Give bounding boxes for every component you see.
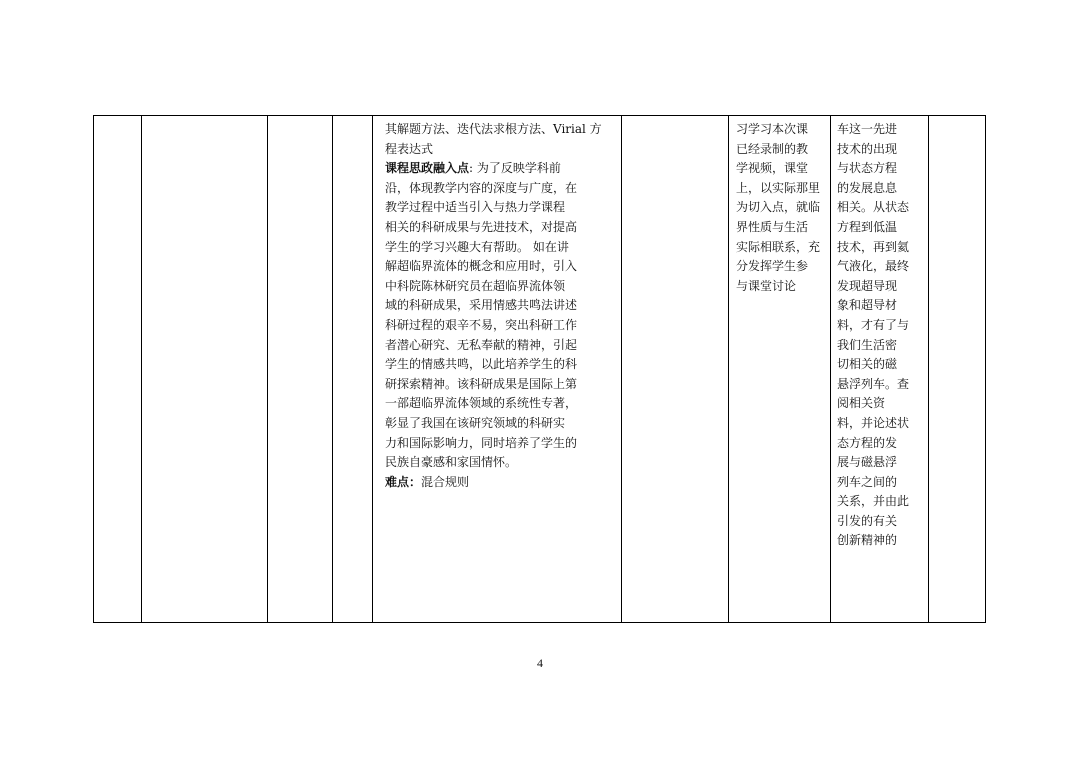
method-line	[736, 120, 830, 140]
case-line	[837, 531, 928, 551]
case-line	[837, 238, 928, 258]
method-line-text: 已经录制的教	[736, 141, 809, 156]
page-number: 4	[537, 656, 543, 670]
case-line	[837, 159, 928, 179]
content-line-text: 解超临界流体的概念和应用时，引入	[385, 259, 578, 274]
method-line	[736, 238, 830, 258]
case-line-text: 切相关的磁	[837, 357, 898, 372]
case-line-text: 展与磁悬浮	[837, 455, 898, 470]
case-line	[837, 355, 928, 375]
case-line	[837, 296, 928, 316]
empty-cell-6	[622, 116, 729, 623]
case-line-text: 象和超导材	[837, 298, 898, 313]
method-line-text: 实际相联系，充	[736, 239, 821, 254]
case-line-text: 气液化，最终	[837, 259, 910, 274]
empty-cell-3	[268, 116, 333, 623]
empty-cell-4	[333, 116, 373, 623]
method-line	[736, 257, 830, 277]
case-line-text: 的发展息息	[837, 180, 898, 195]
case-line-text: 悬浮列车。查	[837, 376, 910, 391]
content-line	[385, 179, 621, 199]
method-line-text: 分发挥学生参	[736, 259, 809, 274]
content-line	[385, 198, 621, 218]
case-line-text: 阅相关资	[837, 396, 886, 411]
content-line	[385, 257, 621, 277]
empty-cell-2	[142, 116, 268, 623]
case-line-text: 相关。从状态	[837, 200, 910, 215]
content-line-text: 其解题方法、迭代法求根方法、Virial 方	[385, 122, 602, 136]
content-line	[385, 316, 621, 336]
case-line-text: 关系，并由此	[837, 494, 910, 509]
content-line-text: 一部超临界流体领域的系统性专著，	[385, 396, 578, 411]
difficulty-label: 难点：	[385, 474, 422, 489]
case-line-text: 方程到低温	[837, 219, 898, 234]
case-line	[837, 257, 928, 277]
method-line-text: 为切入点，就临	[736, 200, 821, 215]
content-line-text: 者潜心研究、无私奉献的精神，引起	[385, 337, 578, 352]
content-line-text: 相关的科研成果与先进技术，对提高	[385, 219, 578, 234]
content-line	[385, 375, 621, 395]
case-line	[837, 179, 928, 199]
method-line	[736, 198, 830, 218]
case-line-text: 我们生活密	[837, 337, 898, 352]
case-line	[837, 492, 928, 512]
content-line	[385, 394, 621, 414]
case-line	[837, 512, 928, 532]
content-line-text: 中科院陈林研究员在超临界流体领	[385, 278, 566, 293]
case-line-text: 发现超导现	[837, 278, 898, 293]
case-line	[837, 375, 928, 395]
empty-cell-9	[929, 116, 986, 623]
method-line-text: 界性质与生活	[736, 219, 809, 234]
content-line	[385, 277, 621, 297]
content-line-text: 域的科研成果，采用情感共鸣法讲述	[385, 298, 578, 313]
case-line-text: 技术，再到氦	[837, 239, 910, 254]
content-line	[385, 296, 621, 316]
content-line	[385, 414, 621, 434]
case-line	[837, 414, 928, 434]
method-line-text: 与课堂讨论	[736, 278, 797, 293]
content-line	[385, 218, 621, 238]
content-line	[385, 453, 621, 473]
method-line-text: 上，以实际那里	[736, 180, 821, 195]
teaching-method-cell	[729, 116, 831, 623]
content-line	[385, 238, 621, 258]
empty-cell-1	[94, 116, 142, 623]
method-line	[736, 277, 830, 297]
content-line	[385, 120, 621, 140]
case-line-text: 技术的出现	[837, 141, 898, 156]
case-line-text: 态方程的发	[837, 435, 898, 450]
content-line	[385, 336, 621, 356]
case-line-text: 引发的有关	[837, 513, 898, 528]
method-line-text: 学视频，课堂	[736, 161, 809, 176]
case-line	[837, 140, 928, 160]
content-line-text: 程表达式	[385, 141, 434, 156]
case-study-cell	[831, 116, 929, 623]
method-line	[736, 179, 830, 199]
case-line	[837, 277, 928, 297]
content-line	[385, 140, 621, 160]
case-line	[837, 316, 928, 336]
case-line	[837, 120, 928, 140]
content-line-text: 彰显了我国在该研究领域的科研实	[385, 415, 566, 430]
case-line-text: 料，才有了与	[837, 317, 910, 332]
content-line	[385, 355, 621, 375]
content-line-text: 教学过程中适当引入与热力学课程	[385, 200, 566, 215]
case-line	[837, 473, 928, 493]
content-line	[385, 473, 621, 493]
case-study-text	[831, 116, 928, 551]
content-line-text: 学生的学习兴趣大有帮助。 如在讲	[385, 239, 569, 254]
method-line	[736, 218, 830, 238]
content-line-text: 沿，体现教学内容的深度与广度，在	[385, 180, 578, 195]
case-line	[837, 218, 928, 238]
content-line-text: 学生的情感共鸣，以此培养学生的科	[385, 357, 578, 372]
teaching-content-cell	[373, 116, 622, 623]
content-line	[385, 159, 621, 179]
case-line-text: 列车之间的	[837, 474, 898, 489]
case-line	[837, 453, 928, 473]
teaching-content-text	[373, 116, 621, 492]
case-line-text: 与状态方程	[837, 161, 898, 176]
content-line-text: : 为了反映学科前	[469, 161, 561, 176]
case-line-text: 料，并论述状	[837, 415, 910, 430]
case-line	[837, 336, 928, 356]
content-line-text: 力和国际影响力，同时培养了学生的	[385, 435, 578, 450]
table-row	[94, 116, 986, 623]
case-line	[837, 394, 928, 414]
case-line-text: 创新精神的	[837, 533, 898, 548]
content-line	[385, 434, 621, 454]
content-line-text: 科研过程的艰辛不易，突出科研工作	[385, 317, 578, 332]
case-line-text: 车这一先进	[837, 122, 898, 136]
teaching-method-text	[729, 116, 830, 296]
method-line-text: 习学习本次课	[736, 122, 809, 136]
content-line-text: 民族自豪感和家国情怀。	[385, 455, 518, 470]
content-line-text: 研探索精神。该科研成果是国际上第	[385, 376, 578, 391]
method-line	[736, 140, 830, 160]
case-line	[837, 434, 928, 454]
method-line	[736, 159, 830, 179]
difficulty-text: 混合规则	[421, 474, 470, 489]
case-line	[837, 198, 928, 218]
lesson-plan-table	[93, 115, 986, 623]
ideological-label: 课程思政融入点	[385, 161, 470, 176]
